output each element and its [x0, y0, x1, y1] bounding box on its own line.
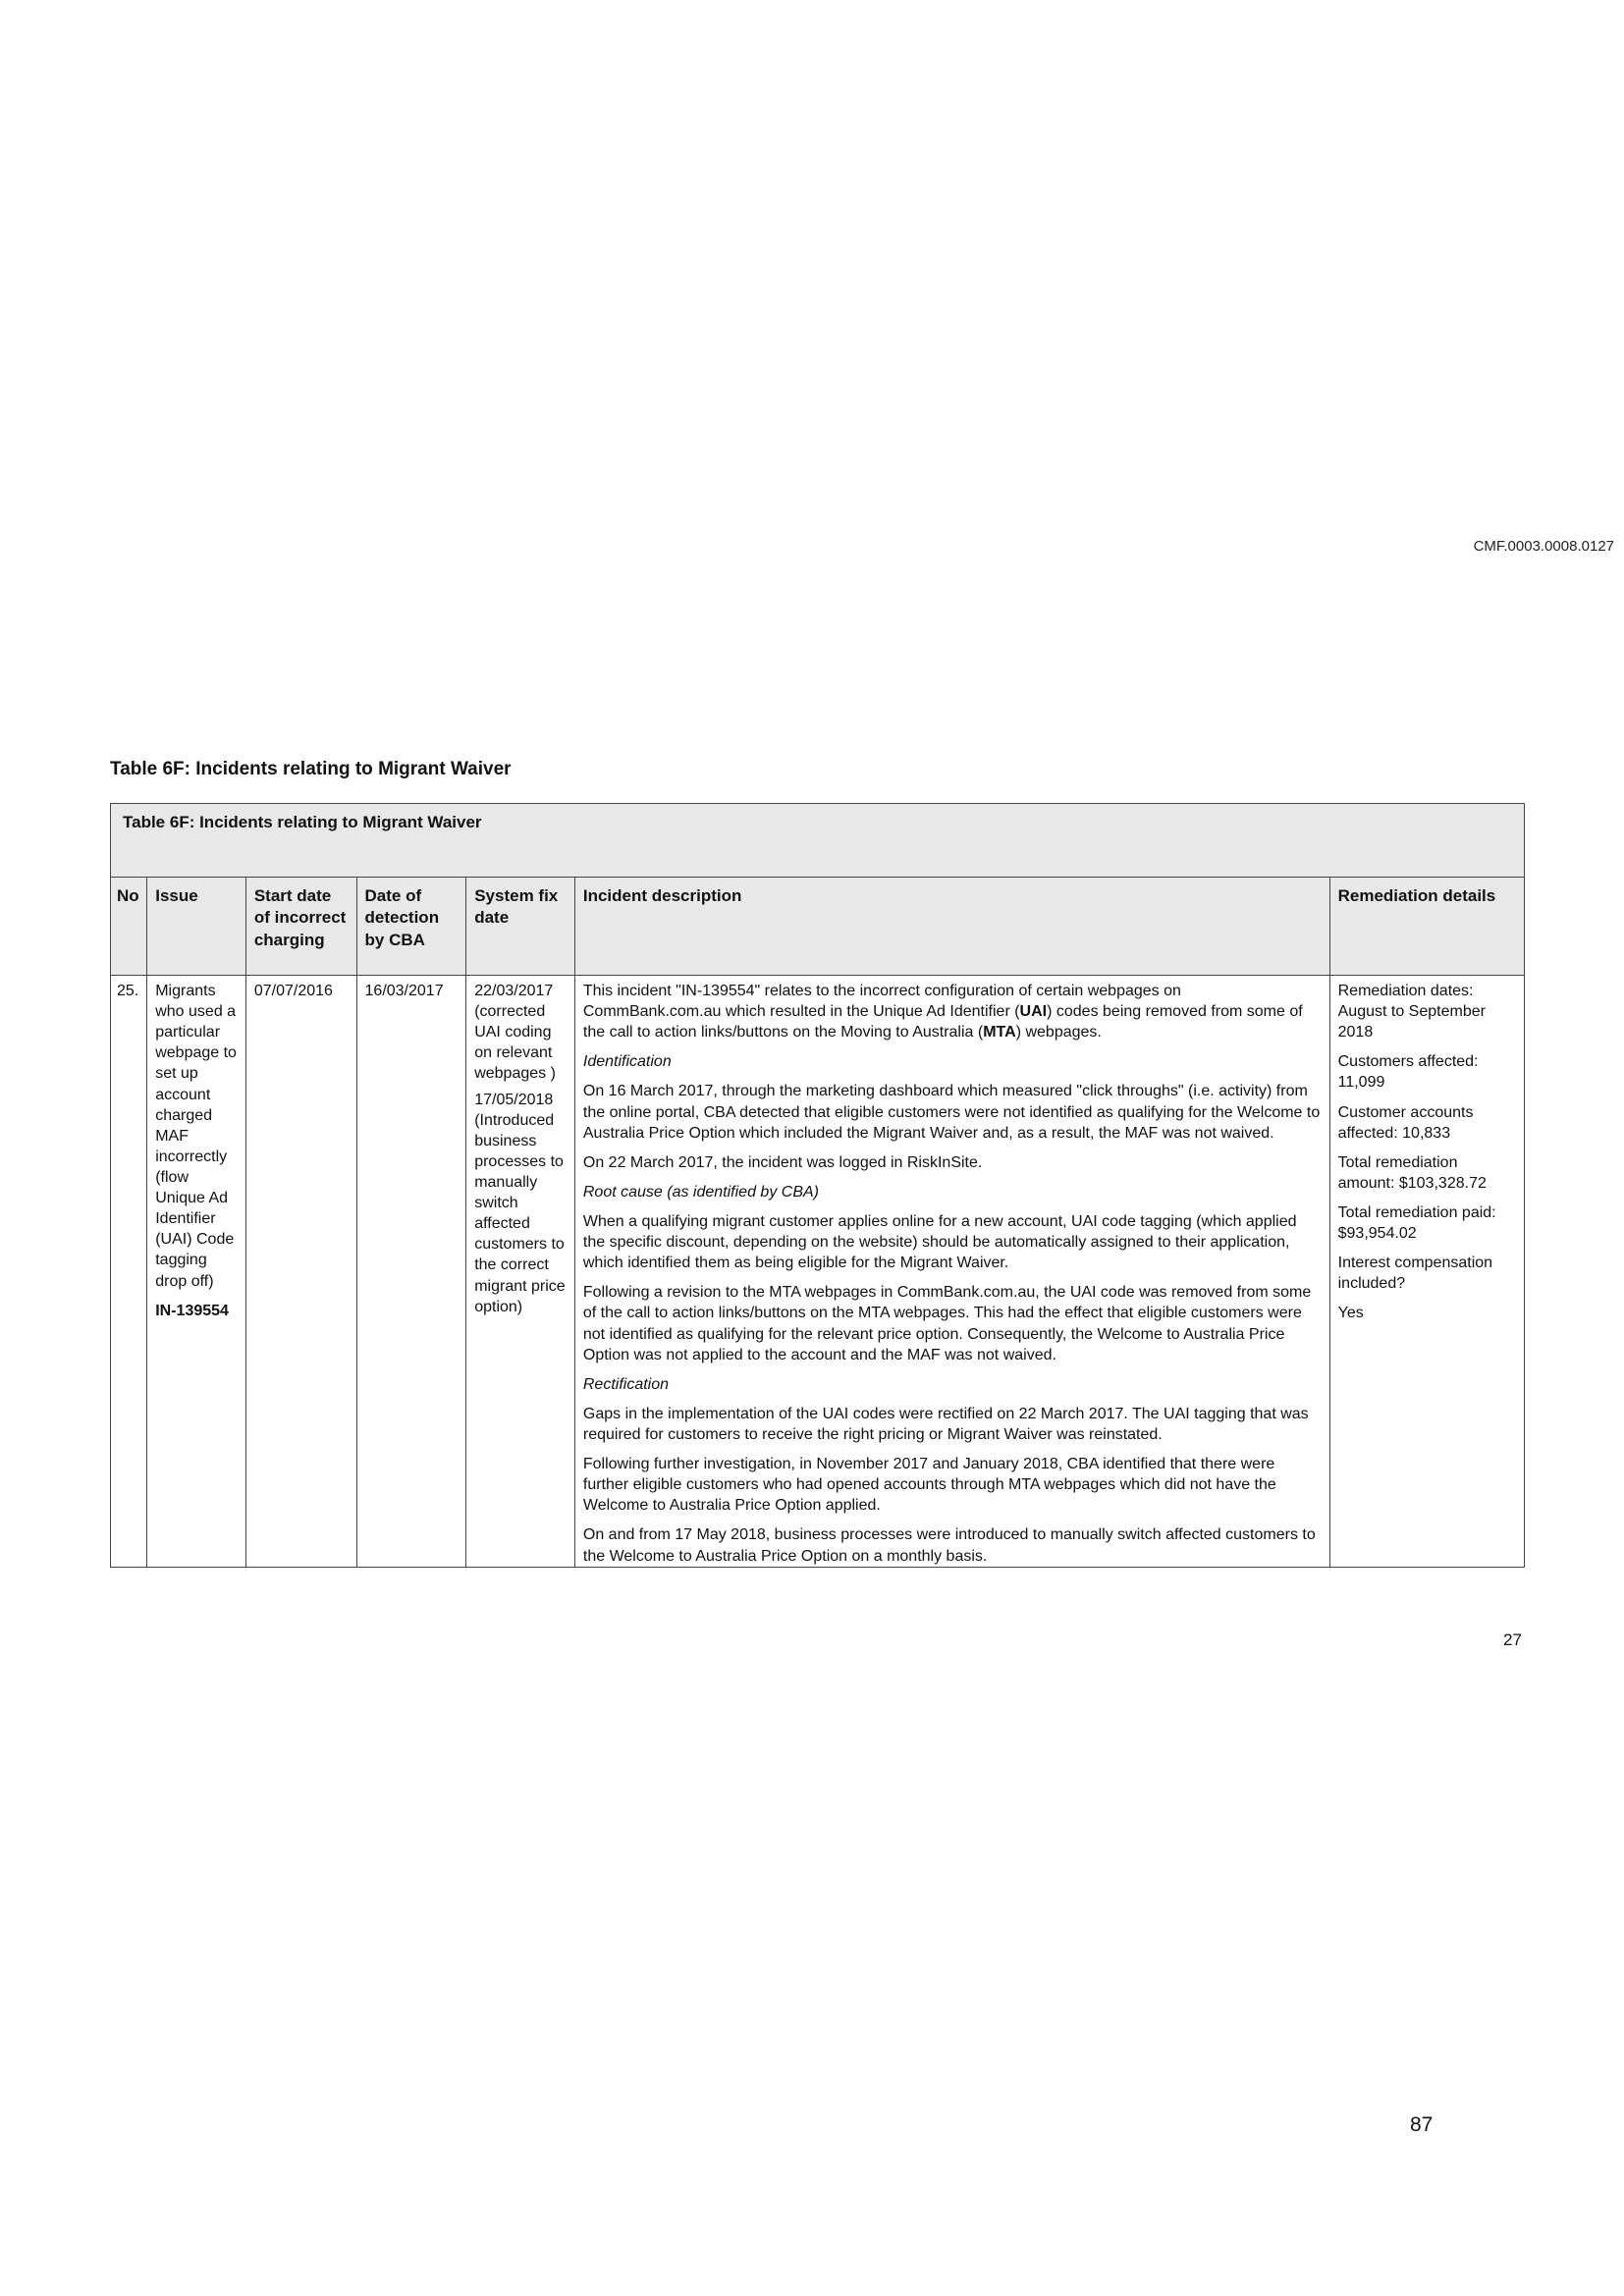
total-remediation-paid: Total remediation paid: $93,954.02 [1337, 1203, 1496, 1243]
incidents-table [110, 803, 1525, 1568]
cell-start-date: 07/07/2016 [245, 976, 356, 1568]
heading-identification: Identification [582, 1053, 672, 1071]
cell-no: 25. [111, 976, 147, 1568]
header-issue: Issue [147, 878, 246, 976]
heading-root-cause: Root cause (as identified by CBA) [582, 1183, 819, 1201]
cell-issue [147, 976, 246, 1568]
page-number: 87 [1410, 2113, 1434, 2136]
description-root-cause-1: When a qualifying migrant customer applies online for a new account, UAI code tagging (which applied the specific discount, depending on the website) should be automatically assigned to their application, which identified them as being eligible for the Migrant Waiver. [582, 1212, 1297, 1272]
interest-compensation-answer: Yes [1337, 1305, 1364, 1322]
document-id: CMF.0003.0008.0127 [1473, 538, 1614, 555]
description-identification: On 16 March 2017, through the marketing dashboard which measured "click throughs" (i.e. activity) from the online portal, CBA detected that eligible customers were not identified as qualifying for the Welcome to Australia Price Option which included the Migrant Waiver and, as a result, the MAF was not waived. [582, 1083, 1321, 1142]
header-incident-description: Incident description [574, 878, 1329, 976]
cell-detection-date: 16/03/2017 [356, 976, 466, 1568]
table-caption-row [111, 804, 1525, 878]
description-intro: This incident "IN-139554" relates to the incorrect configuration of certain webpages on CommBank.com.au which resulted in the Unique Ad Identifier (UAI) codes being removed from some of the call to action links/buttons on the Moving to Australia (MTA) webpages. [582, 983, 1303, 1041]
cell-system-fix-date [466, 976, 575, 1568]
cell-remediation-details [1329, 976, 1524, 1568]
total-remediation-amount: Total remediation amount: $103,328.72 [1337, 1153, 1487, 1192]
description-rectification-1: Gaps in the implementation of the UAI codes were rectified on 22 March 2017. The UAI tagging that was required for customers to receive the right pricing or Migrant Waiver was reinstated. [582, 1405, 1309, 1443]
heading-rectification: Rectification [582, 1375, 670, 1393]
description-rectification-2: Following further investigation, in November 2017 and January 2018, CBA identified that there were further eligible customers who had opened accounts through MTA webpages which did not have the Welcome to Australia Price Option applied. [582, 1456, 1276, 1515]
description-root-cause-2: Following a revision to the MTA webpages in CommBank.com.au, the UAI code was removed from some of the call to action links/buttons on the MTA webpages. This had the effect that eligible customers were not identified as qualifying for the relevant price option. Consequently, the Welcome to Australia Price Option was not applied to the account and the MAF was not waived. [582, 1284, 1312, 1363]
table-title: Table 6F: Incidents relating to Migrant Waiver [110, 759, 512, 779]
header-detection-date: Date of detection by CBA [356, 878, 466, 976]
interest-compensation-question: Interest compensation included? [1337, 1255, 1493, 1293]
section-page-number: 27 [1503, 1630, 1522, 1649]
system-fix-2: 17/05/2018 (Introduced business processes to manually switch affected customers to the correct migrant price option) [474, 1091, 566, 1315]
cell-incident-description [574, 976, 1329, 1568]
issue-id: IN-139554 [155, 1302, 229, 1319]
header-system-fix-date: System fix date [466, 878, 575, 976]
header-start-date: Start date of incorrect charging [245, 878, 356, 976]
remediation-dates: Remediation dates: August to September 2018 [1337, 983, 1486, 1041]
issue-text: Migrants who used a particular webpage to set up account charged MAF incorrectly (flow Unique Ad Identifier (UAI) Code tagging drop off) [155, 983, 237, 1290]
table-header-row [111, 878, 1525, 976]
description-logged: On 22 March 2017, the incident was logged in RiskInSite. [582, 1153, 983, 1171]
header-no: No [111, 878, 147, 976]
description-rectification-3: On and from 17 May 2018, business processes were introduced to manually switch affected customers to the Welcome to Australia Price Option on a monthly basis. [582, 1526, 1316, 1565]
table-caption: Table 6F: Incidents relating to Migrant Waiver [111, 804, 1525, 878]
accounts-affected: Customer accounts affected: 10,833 [1337, 1103, 1474, 1142]
header-remediation-details: Remediation details [1329, 878, 1524, 976]
table-row [111, 976, 1525, 1568]
system-fix-1: 22/03/2017 (corrected UAI coding on relevant webpages ) [474, 983, 556, 1083]
customers-affected: Customers affected: 11,099 [1337, 1053, 1479, 1092]
